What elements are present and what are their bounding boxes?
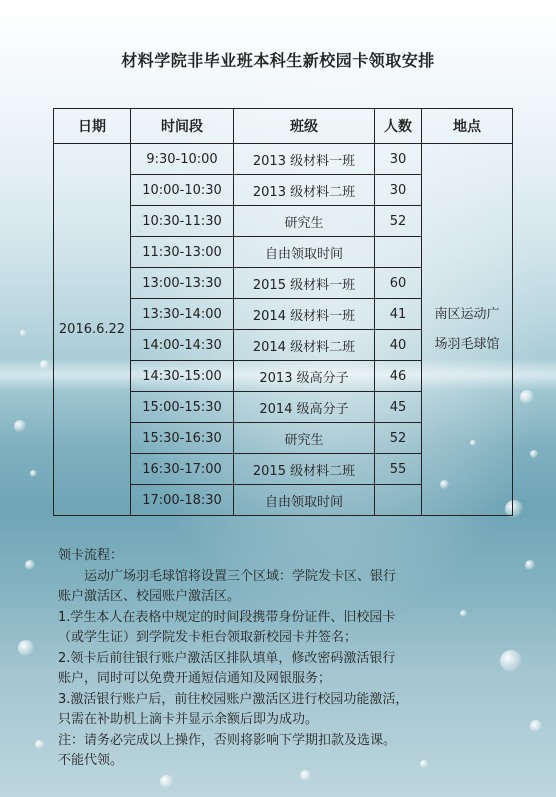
place-cell bbox=[422, 144, 513, 516]
water-bubble bbox=[35, 740, 44, 749]
count-cell: 40 bbox=[375, 330, 422, 361]
header-time: 时间段 bbox=[131, 109, 234, 144]
class-cell: 研究生 bbox=[234, 206, 375, 237]
water-bubble bbox=[530, 720, 542, 732]
water-bubble bbox=[14, 420, 26, 432]
card-process-notes bbox=[58, 546, 498, 772]
class-cell: 2015 级材料一班 bbox=[234, 268, 375, 299]
count-cell: 46 bbox=[375, 361, 422, 392]
page-title: 材料学院非毕业班本科生新校园卡领取安排 bbox=[121, 51, 435, 70]
time-cell: 14:30-15:00 bbox=[131, 361, 234, 392]
water-bubble bbox=[20, 330, 26, 336]
class-cell: 自由领取时间 bbox=[234, 237, 375, 268]
class-cell: 2014 级高分子 bbox=[234, 392, 375, 423]
time-cell: 13:00-13:30 bbox=[131, 268, 234, 299]
count-cell: 30 bbox=[375, 175, 422, 206]
table-row bbox=[54, 144, 513, 175]
class-cell: 2014 级材料一班 bbox=[234, 299, 375, 330]
schedule-table bbox=[53, 108, 513, 516]
water-bubble bbox=[40, 360, 49, 369]
time-cell: 16:30-17:00 bbox=[131, 454, 234, 485]
class-cell: 2015 级材料二班 bbox=[234, 454, 375, 485]
time-cell: 13:30-14:00 bbox=[131, 299, 234, 330]
water-bubble bbox=[160, 775, 173, 788]
water-bubble bbox=[18, 640, 34, 656]
count-cell: 60 bbox=[375, 268, 422, 299]
time-cell: 11:30-13:00 bbox=[131, 237, 234, 268]
time-cell: 15:00-15:30 bbox=[131, 392, 234, 423]
notes-step-1: （或学生证）到学院发卡柜台领取新校园卡并签名； bbox=[58, 630, 358, 645]
time-cell: 10:00-10:30 bbox=[131, 175, 234, 206]
count-cell bbox=[375, 485, 422, 516]
class-cell: 自由领取时间 bbox=[234, 485, 375, 516]
time-cell: 9:30-10:00 bbox=[131, 144, 234, 175]
water-bubble bbox=[300, 770, 311, 781]
count-cell: 41 bbox=[375, 299, 422, 330]
count-cell: 52 bbox=[375, 206, 422, 237]
notes-intro: 账户激活区、校园账户激活区。 bbox=[58, 589, 241, 604]
time-cell: 15:30-16:30 bbox=[131, 423, 234, 454]
count-cell: 55 bbox=[375, 454, 422, 485]
notes-step-2: 账户，同时可以免费开通短信通知及网银服务； bbox=[58, 671, 332, 686]
time-cell: 14:00-14:30 bbox=[131, 330, 234, 361]
header-place: 地点 bbox=[422, 109, 513, 144]
notes-warning: 注：请务必完成以上操作，否则将影响下学期扣款及选课。 bbox=[58, 732, 397, 748]
notes-step-1: 1.学生本人在表格中规定的时间段携带身份证件、旧校园卡 bbox=[58, 609, 396, 625]
class-cell: 2013 级高分子 bbox=[234, 361, 375, 392]
class-cell: 2014 级材料二班 bbox=[234, 330, 375, 361]
count-cell: 52 bbox=[375, 423, 422, 454]
place-line: 场羽毛球馆 bbox=[434, 336, 500, 352]
water-bubble bbox=[520, 390, 534, 404]
water-bubble bbox=[525, 560, 535, 570]
water-bubble bbox=[25, 560, 35, 570]
notes-heading: 领卡流程： bbox=[58, 548, 124, 563]
water-bubble bbox=[30, 470, 37, 477]
count-cell bbox=[375, 237, 422, 268]
water-bubble bbox=[500, 650, 522, 672]
table-header-row bbox=[54, 109, 513, 144]
water-bubble bbox=[530, 450, 538, 458]
notes-intro: 运动广场羽毛球馆将设置三个区域：学院发卡区、银行 bbox=[84, 568, 397, 584]
header-class: 班级 bbox=[234, 109, 375, 144]
notes-step-3: 只需在补助机上滴卡并显示余额后即为成功。 bbox=[58, 712, 319, 727]
class-cell: 研究生 bbox=[234, 423, 375, 454]
class-cell: 2013 级材料二班 bbox=[234, 175, 375, 206]
notes-step-3: 3.激活银行账户后，前往校园账户激活区进行校园功能激活， bbox=[58, 691, 409, 707]
header-count: 人数 bbox=[375, 109, 422, 144]
notes-warning: 不能代领。 bbox=[58, 753, 124, 768]
count-cell: 30 bbox=[375, 144, 422, 175]
header-date: 日期 bbox=[54, 109, 131, 144]
time-cell: 17:00-18:30 bbox=[131, 485, 234, 516]
time-cell: 10:30-11:30 bbox=[131, 206, 234, 237]
notes-step-2: 2.领卡后前往银行账户激活区排队填单，修改密码激活银行 bbox=[58, 650, 396, 666]
date-cell: 2016.6.22 bbox=[54, 144, 131, 516]
place-line: 南区运动广 bbox=[434, 306, 500, 322]
class-cell: 2013 级材料一班 bbox=[234, 144, 375, 175]
count-cell: 45 bbox=[375, 392, 422, 423]
